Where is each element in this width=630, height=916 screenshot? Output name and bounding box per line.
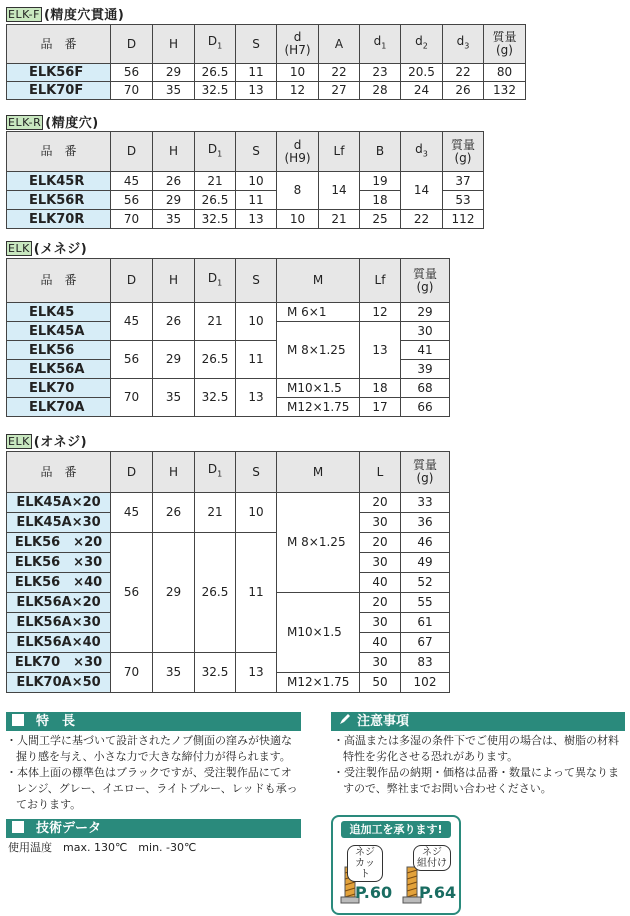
table-row: ELK70 ×30 70 35 32.5 13 30 83 bbox=[7, 653, 450, 673]
table-row: ELK70A×50 M12×1.75 50 102 bbox=[7, 673, 450, 693]
additional-processing-title: 追加工を承ります! bbox=[341, 821, 451, 838]
caution-text bbox=[333, 733, 625, 797]
header-D1: $D_1$ bbox=[195, 132, 236, 172]
header-mass: 質量 (g) bbox=[484, 25, 526, 64]
header-H: H bbox=[153, 259, 195, 303]
features-text bbox=[6, 733, 302, 813]
header-d-h7: d (H7) bbox=[277, 25, 319, 64]
features-header: 特 長 bbox=[6, 712, 301, 731]
table-row: ELK56A 39 bbox=[7, 360, 450, 379]
table-row: ELK56A×30 30 61 bbox=[7, 613, 450, 633]
header-D1: $D_1$ bbox=[195, 25, 236, 64]
table-elk-female bbox=[6, 258, 450, 417]
list-item: ・本体上面の標準色はブラックですが、受注製作品にてオレンジ、グレー、イエロー、ライトブルー、レッドも承っております。 bbox=[6, 766, 298, 811]
table-row: ELK45 45 26 21 10 M 6×1 12 29 bbox=[7, 303, 450, 322]
list-item: ・高温または多湿の条件下でご使用の場合は、樹脂の材料特性を劣化させる恐れがあります。 bbox=[333, 734, 619, 763]
header-D: D bbox=[111, 132, 153, 172]
header-d2: $d_2$ bbox=[401, 25, 443, 64]
technical-header: 技術データ bbox=[6, 819, 301, 838]
header-M: M bbox=[277, 259, 360, 303]
square-bullet-icon bbox=[12, 821, 24, 833]
series-badge: ELK bbox=[8, 435, 30, 448]
header-Lf: Lf bbox=[319, 132, 360, 172]
header-B: B bbox=[360, 132, 401, 172]
table-row: ELK56 ×30 30 49 bbox=[7, 553, 450, 573]
header-mass: 質量 (g) bbox=[401, 259, 450, 303]
header-mass: 質量 (g) bbox=[443, 132, 484, 172]
header-Lf: Lf bbox=[360, 259, 401, 303]
header-part: 品 番 bbox=[7, 452, 111, 493]
square-bullet-icon bbox=[12, 714, 24, 726]
header-H: H bbox=[153, 452, 195, 493]
technical-text: 使用温度 max. 130℃ min. -30℃ bbox=[8, 841, 197, 854]
section-title-elk-f: ELK-F (精度穴貫通) bbox=[8, 8, 125, 23]
header-H: H bbox=[153, 25, 195, 64]
header-S: S bbox=[236, 452, 277, 493]
table-row: ELK56 ×20 56 29 26.5 11 20 46 bbox=[7, 533, 450, 553]
table-row: ELK56R 56 29 26.5 11 18 53 bbox=[7, 191, 484, 210]
table-row: ELK45A M 8×1.25 13 30 bbox=[7, 322, 450, 341]
header-D1: $D_1$ bbox=[195, 259, 236, 303]
header-part: 品 番 bbox=[7, 259, 111, 303]
header-A: A bbox=[319, 25, 360, 64]
section-title-elk-male: ELK (オネジ) bbox=[8, 435, 88, 450]
table-elk-f bbox=[6, 24, 526, 100]
header-D: D bbox=[111, 259, 153, 303]
list-item: ・人間工学に基づいて設計されたノブ側面の窪みが快適な握り感を与え、小さな力で大きな締付力が得られます。 bbox=[6, 734, 292, 763]
table-row: ELK56F 56 29 26.5 11 10 22 23 20.5 22 80 bbox=[7, 64, 526, 82]
series-badge: ELK bbox=[8, 242, 30, 255]
table-row: ELK70 70 35 32.5 13 M10×1.5 18 68 bbox=[7, 379, 450, 398]
series-badge: ELK-R bbox=[8, 116, 42, 129]
header-d3: $d_3$ bbox=[443, 25, 484, 64]
pencil-icon bbox=[337, 712, 353, 731]
header-L: L bbox=[360, 452, 401, 493]
additional-processing-box bbox=[331, 815, 461, 915]
page-ref-screw-cut[interactable]: P.60 bbox=[355, 883, 393, 902]
table-elk-r bbox=[6, 131, 484, 229]
table-row: ELK45A×20 45 26 21 10 M 8×1.25 20 33 bbox=[7, 493, 450, 513]
header-D: D bbox=[111, 25, 153, 64]
header-H: H bbox=[153, 132, 195, 172]
series-badge: ELK-F bbox=[8, 8, 40, 21]
table-row: ELK45A×30 30 36 bbox=[7, 513, 450, 533]
header-S: S bbox=[236, 132, 277, 172]
page-ref-screw-assembly[interactable]: P.64 bbox=[419, 883, 457, 902]
header-S: S bbox=[236, 25, 277, 64]
header-S: S bbox=[236, 259, 277, 303]
table-row: ELK70F 70 35 32.5 13 12 27 28 24 26 132 bbox=[7, 82, 526, 100]
screw-cut-label: ネジ カット bbox=[347, 845, 383, 882]
header-d-h9: d (H9) bbox=[277, 132, 319, 172]
header-M: M bbox=[277, 452, 360, 493]
section-title-elk-r: ELK-R (精度穴) bbox=[8, 116, 99, 131]
table-row: ELK70A M12×1.75 17 66 bbox=[7, 398, 450, 417]
table-row: ELK70R 70 35 32.5 13 10 21 25 22 112 bbox=[7, 210, 484, 229]
header-part: 品 番 bbox=[7, 132, 111, 172]
table-row: ELK56A×20 M10×1.5 20 55 bbox=[7, 593, 450, 613]
header-d3: $d_3$ bbox=[401, 132, 443, 172]
table-row: ELK45R 45 26 21 10 8 14 19 14 37 bbox=[7, 172, 484, 191]
header-part: 品 番 bbox=[7, 25, 111, 64]
header-D1: $D_1$ bbox=[195, 452, 236, 493]
table-row: ELK56 56 29 26.5 11 41 bbox=[7, 341, 450, 360]
caution-header: 注意事項 bbox=[331, 712, 625, 731]
list-item: ・受注製作品の納期・価格は品番・数量によって異なりますので、弊社までお問い合わせください。 bbox=[333, 766, 619, 795]
header-d1: $d_1$ bbox=[360, 25, 401, 64]
header-D: D bbox=[111, 452, 153, 493]
screw-assembly-label: ネジ 組付け bbox=[413, 845, 451, 871]
section-title-elk-female: ELK (メネジ) bbox=[8, 242, 88, 257]
table-row: ELK56 ×40 40 52 bbox=[7, 573, 450, 593]
header-mass: 質量 (g) bbox=[401, 452, 450, 493]
table-elk-male bbox=[6, 451, 450, 693]
table-row: ELK56A×40 40 67 bbox=[7, 633, 450, 653]
